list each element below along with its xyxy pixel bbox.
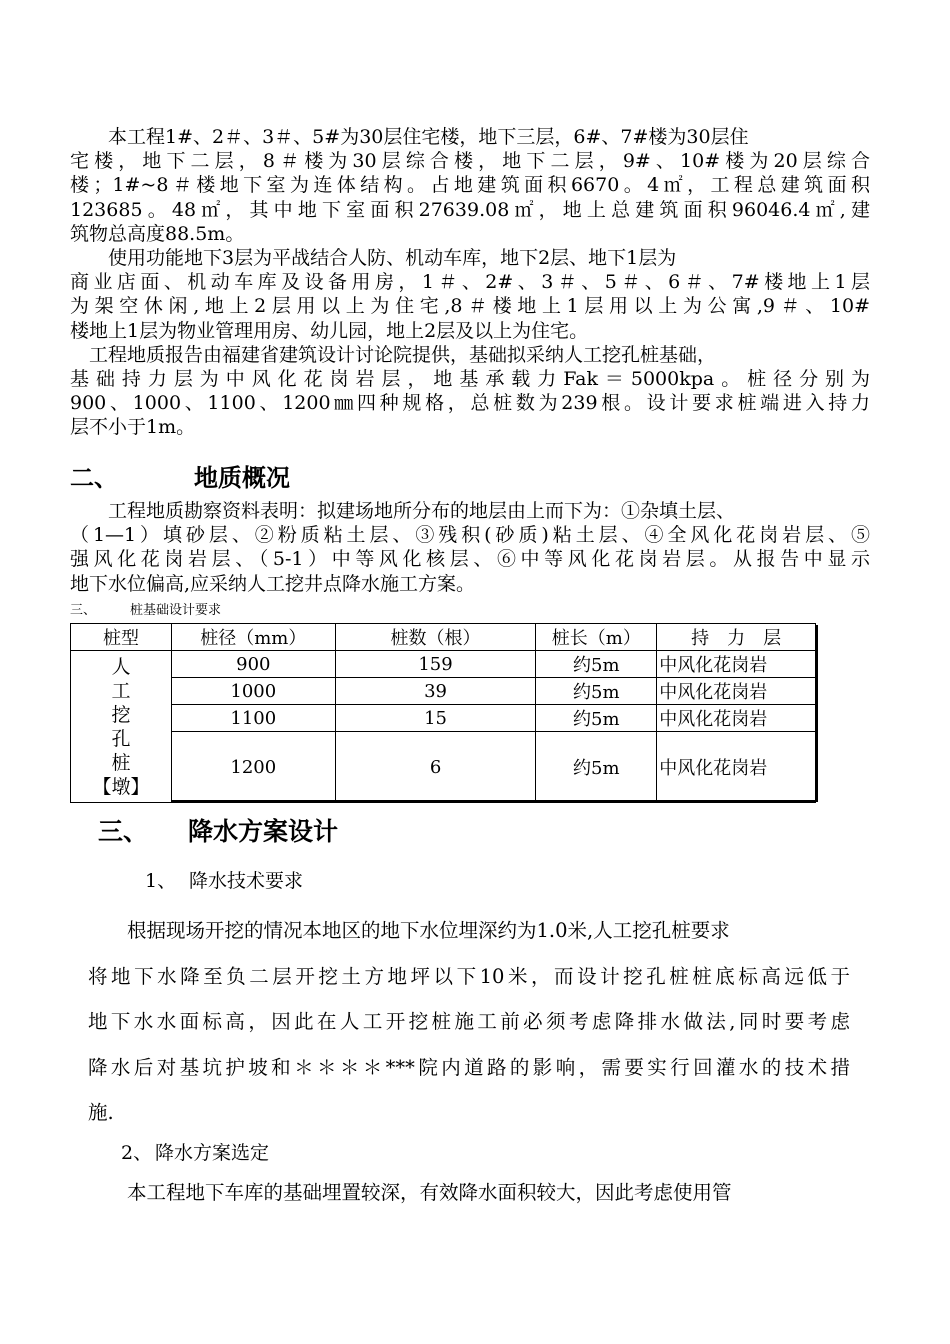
text-line: 降水后对基坑护坡和＊＊＊＊***院内道路的影响，需要实行回灌水的技术措 [88,1055,850,1079]
pile-type-char: 工 [111,679,131,702]
dewatering-paragraph [88,908,850,1136]
text-line: 宅楼，地下二层，8＃楼为30层综合楼，地下二层，9#、10#楼为20层综合 [70,150,870,173]
diameter-cell: 1100 [171,705,335,732]
text-line: 楼地上1层为物业管理用房、幼儿园，地上2层及以上为住宅。 [70,319,589,342]
text-line: 本工程地下车库的基础埋置较深，有效降水面积较大，因此考虑使用管 [88,1181,732,1204]
pile-type-char: 【墩】 [92,775,150,798]
pile-type-char: 人 [111,655,131,678]
pile-type-char: 孔 [111,727,131,750]
header-cell: 桩数（根） [335,624,536,651]
text-line: 123685。48㎡，其中地下室面积27639.08㎡，地上总建筑面积96046.4㎡,建 [70,198,870,221]
pile-type-cell [71,651,172,803]
count-cell: 6 [335,732,536,803]
caption-title: 桩基础设计要求 [130,603,222,618]
layer-cell: 中风化花岗岩 [657,678,816,705]
text-line: 筑物总高度88.5m。 [70,222,245,245]
length-cell: 约5m [536,678,657,705]
subheading-plan-selection [121,1138,270,1165]
diameter-cell: 1200 [171,732,335,803]
intro-paragraphs [70,125,870,439]
text-line: 地下水水面标高，因此在人工开挖桩施工前必须考虑降排水做法,同时要考虑 [88,1010,850,1034]
header-cell: 桩型 [71,624,172,651]
text-line: 商业店面、机动车库及设备用房，1＃、2#、3＃、5＃、6＃、7#楼地上1层 [70,271,870,294]
layer-cell: 中风化花岗岩 [657,651,816,678]
length-cell: 约5m [536,705,657,732]
plan-paragraph [88,1178,850,1208]
table-row [71,705,816,732]
text-line: 地下水位偏高,应采纳人工挖井点降水施工方案。 [70,572,476,595]
text-line: 基础持力层为中风化花岗岩层，地基承载力Fak＝5000kpa。桩径分别为 [70,367,870,390]
geology-paragraph [70,499,870,596]
header-cell: 持 力 层 [657,624,816,651]
table-shadow-right [816,625,818,801]
pile-type-char: 挖 [111,703,131,726]
section-title: 降水方案设计 [188,817,339,846]
count-cell: 39 [335,678,536,705]
pile-design-table [70,623,816,803]
section-number: 二、 [70,464,118,492]
text-line: （1—1）填砂层、②粉质粘土层、③残积(砂质)粘土层、④全风化花岗岩层、⑤ [70,524,870,547]
count-cell: 159 [335,651,536,678]
section-number: 三、 [98,817,149,846]
text-line: 为架空休闲,地上2层用以上为住宅,8＃楼地上1层用以上为公寓,9＃、10# [70,295,870,318]
pile-type-char: 桩 [111,751,131,774]
subheading-requirements [145,866,304,893]
diameter-cell: 900 [171,651,335,678]
text-line: 使用功能地下3层为平战结合人防、机动车库，地下2层、地下1层为 [70,246,677,269]
section-title: 地质概况 [194,464,290,492]
text-line: 强风化花岗岩层、（5-1）中等风化核层、⑥中等风化花岗岩层。从报告中显示 [70,548,870,571]
subheading-number: 1、 [145,870,177,892]
text-line: 将地下水降至负二层开挖土方地坪以下10米，而设计挖孔桩桩底标高远低于 [88,964,850,988]
text-line: 楼；1#~8＃楼地下室为连体结构。占地建筑面积6670。4㎡，工程总建筑面积 [70,174,870,197]
table-shadow-bottom [172,800,818,802]
text-line: 本工程1#、2＃、3＃、5#为30层住宅楼，地下三层，6#、7#楼为30层住 [70,126,749,148]
subheading-title: 降水技术要求 [189,870,304,892]
text-line: 层不小于1m。 [70,416,196,439]
table-row [71,732,816,803]
layer-cell: 中风化花岗岩 [657,732,816,803]
text-line: 900、1000、1100、1200㎜四种规格，总桩数为239根。设计要求桩端进入持力 [70,392,870,415]
header-cell: 桩长（m） [536,624,657,651]
count-cell: 15 [335,705,536,732]
table-row [71,651,816,678]
caption-number: 三、 [70,603,97,618]
text-line: 工程地质报告由福建省建筑设计讨论院提供，基础拟采纳人工挖孔桩基础， [70,343,717,366]
text-line: 工程地质勘察资料表明：拟建场地所分布的地层由上而下为：①杂填土层、 [70,500,736,522]
subheading-title: 降水方案选定 [155,1142,270,1164]
text-line: 施. [88,1101,114,1125]
subheading-number: 2、 [121,1142,153,1164]
length-cell: 约5m [536,732,657,803]
layer-cell: 中风化花岗岩 [657,705,816,732]
table-row [71,678,816,705]
table-header-row [71,624,816,651]
length-cell: 约5m [536,651,657,678]
diameter-cell: 1000 [171,678,335,705]
text-line: 根据现场开挖的情况本地区的地下水位埋深约为1.0米,人工挖孔桩要求 [88,919,730,942]
header-cell: 桩径（mm） [171,624,335,651]
